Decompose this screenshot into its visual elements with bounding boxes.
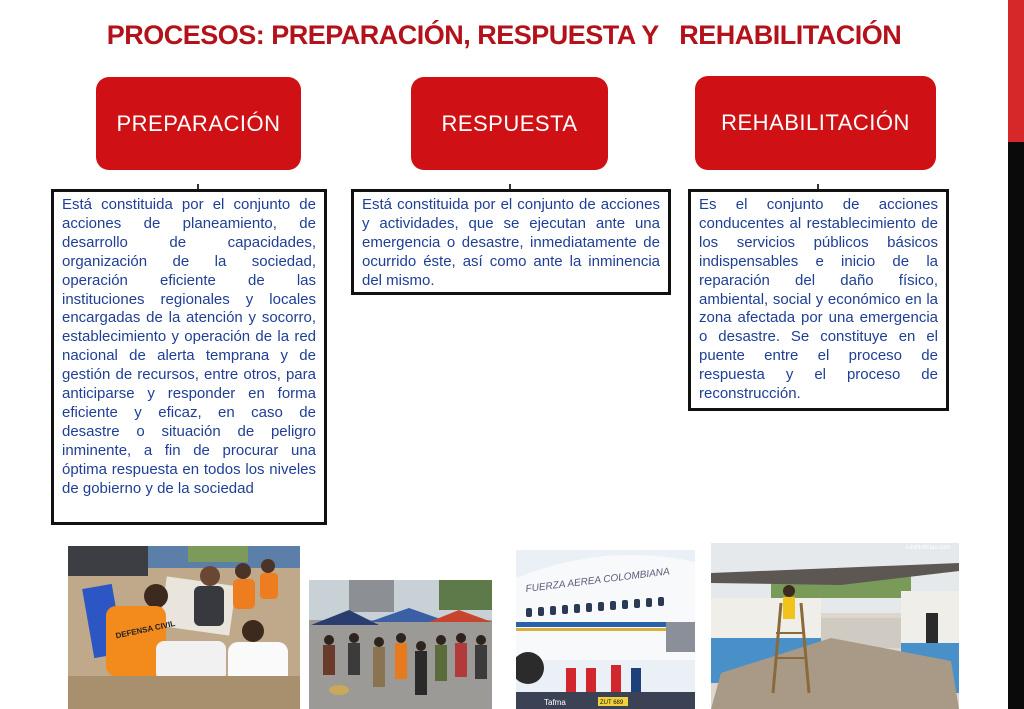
description-rehabilitacion: Es el conjunto de acciones conducentes al restablecimiento de los servicios públicos básicos indispensables e inicio de la reparación del daño físico, ambiental, social y económico en la zona afectada por una emergencia o desastre. Se constituye en el puente entre el proceso de respuesta y el proceso de reconstrucción. <box>688 189 949 411</box>
right-accent-bar-black <box>1008 142 1024 709</box>
fuselage-text: FUERZA AEREA COLOMBIANA <box>525 566 671 595</box>
heading-respuesta: RESPUESTA <box>411 77 608 170</box>
right-accent-bar-red <box>1008 0 1024 142</box>
photo-air-force-plane <box>516 550 695 709</box>
truck-text: Tafma <box>544 698 566 707</box>
heading-rehabilitacion: REHABILITACIÓN <box>695 76 936 170</box>
description-preparacion: Está constituida por el conjunto de acciones de planeamiento, de desarrollo de capacidades, organización de la sociedad, operación eficiente de las instituciones regionales y locales encargadas de la atención y socorro, establecimiento y operación de la red nacional de alerta temprana y de gestión de recursos, entre otros, para anticiparse y responder en forma eficiente y eficaz, en caso de desastre o situación de peligro inminente, a fin de procurar una óptima respuesta en todos los niveles de gobierno y de la sociedad <box>51 189 327 525</box>
plate-text: ZUT 689 <box>600 700 624 706</box>
photo-watermark: LeoNoticias.com <box>906 545 951 551</box>
slide-title: PROCESOS: PREPARACIÓN, RESPUESTA Y REHABILITACIÓN <box>106 20 902 50</box>
vest-text: DEFENSA CIVIL <box>114 619 176 641</box>
photo-rescue-training <box>68 546 300 709</box>
photo-school-rehabilitation <box>711 543 959 709</box>
photo-emergency-shelters <box>309 580 492 709</box>
heading-preparacion: PREPARACIÓN <box>96 77 301 170</box>
description-respuesta: Está constituida por el conjunto de acciones y actividades, que se ejecutan ante una emergencia o desastre, inmediatamente de ocurrido éste, así como ante la inminencia del mismo. <box>351 189 671 295</box>
